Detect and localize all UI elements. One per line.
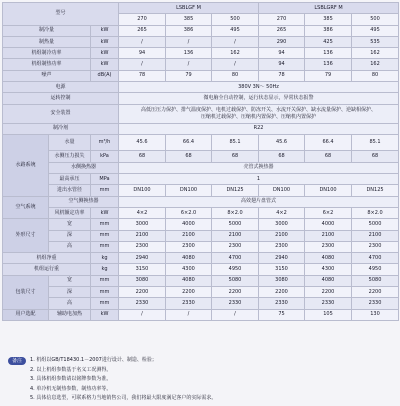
note-item	[8, 375, 396, 385]
air-exchanger-value: 高效翅片盘管式	[119, 196, 399, 207]
table-cell: /	[119, 36, 166, 47]
table-cell: 66.4	[305, 134, 352, 151]
table-cell: 80	[212, 70, 259, 81]
table-cell: 4700	[352, 253, 399, 264]
table-cell: 8×2.0	[212, 207, 259, 218]
table-cell: 2330	[166, 298, 212, 309]
table-cell: 4300	[305, 264, 352, 275]
table-cell: 2100	[352, 230, 399, 241]
table-cell: 4080	[305, 253, 352, 264]
table-cell: 2300	[305, 241, 352, 252]
table-cell: 290	[259, 36, 305, 47]
table-cell: /	[119, 59, 166, 70]
table-cell: 94	[259, 48, 305, 59]
table-cell: 78	[119, 70, 166, 81]
table-cell: 495	[212, 25, 259, 36]
table-cell: 3080	[119, 275, 166, 286]
table-cell: 85.1	[212, 134, 259, 151]
table-cell: 4080	[166, 253, 212, 264]
row-unit: mm	[91, 185, 119, 196]
note-item	[8, 385, 396, 395]
table-cell: 75	[259, 309, 305, 320]
row-unit: MPa	[91, 174, 119, 185]
table-cell: 2100	[259, 230, 305, 241]
table-cell: 265	[259, 25, 305, 36]
table-cell: 162	[352, 59, 399, 70]
table-cell: 3150	[259, 264, 305, 275]
row-unit: mm	[91, 241, 119, 252]
row-label: 制冷量	[3, 25, 91, 36]
table-cell: 6×2.0	[166, 207, 212, 218]
table-cell: 105	[305, 309, 352, 320]
table-cell: 4080	[305, 275, 352, 286]
table-cell: 386	[305, 25, 352, 36]
table-cell: /	[166, 36, 212, 47]
table-cell: 136	[305, 59, 352, 70]
table-cell: 2300	[166, 241, 212, 252]
table-cell: 136	[305, 48, 352, 59]
row-label: 运转控制	[3, 93, 119, 104]
model-number: 385	[166, 14, 212, 25]
table-cell: 79	[305, 70, 352, 81]
table-cell: 162	[352, 48, 399, 59]
table-cell: 130	[352, 309, 399, 320]
table-cell: 2330	[212, 298, 259, 309]
model-number: 500	[212, 14, 259, 25]
table-row	[3, 253, 399, 264]
header-series-row	[3, 3, 399, 14]
row-label: 宽	[49, 219, 91, 230]
table-cell: 68	[259, 151, 305, 162]
table-row	[3, 36, 399, 47]
table-cell: 162	[212, 48, 259, 59]
table-cell: /	[166, 59, 212, 70]
notes-badge: 备注	[8, 357, 26, 365]
table-cell: 2330	[119, 298, 166, 309]
safety-value	[119, 104, 399, 123]
table-row	[3, 230, 399, 241]
row-unit: kW	[91, 36, 119, 47]
table-row	[3, 174, 399, 185]
table-cell: 4700	[212, 253, 259, 264]
model-number: 270	[259, 14, 305, 25]
table-cell: 85.1	[352, 134, 399, 151]
row-label: 高	[49, 298, 91, 309]
series-heat-pump: LSBLGRF M	[259, 3, 399, 14]
table-cell: 45.6	[119, 134, 166, 151]
table-cell: 3150	[119, 264, 166, 275]
group-label: 水路系统	[3, 134, 49, 196]
table-cell: 425	[305, 36, 352, 47]
table-cell: 2330	[305, 298, 352, 309]
table-row	[3, 59, 399, 70]
water-exchanger-value: 壳管式换热器	[119, 162, 399, 173]
row-label: 噪声	[3, 70, 91, 81]
table-row	[3, 287, 399, 298]
row-label: 机组运行重	[3, 264, 91, 275]
table-cell: 5000	[352, 219, 399, 230]
group-label: 用户选配	[3, 309, 49, 320]
table-cell: /	[212, 309, 259, 320]
table-cell: 535	[352, 36, 399, 47]
table-cell: 68	[352, 151, 399, 162]
table-cell: 4000	[166, 219, 212, 230]
row-label: 高	[49, 241, 91, 252]
table-cell: 2100	[119, 230, 166, 241]
table-cell: 265	[119, 25, 166, 36]
table-row	[3, 264, 399, 275]
row-label: 机组制冷功率	[3, 48, 91, 59]
table-cell: 94	[119, 48, 166, 59]
row-unit: kPa	[91, 151, 119, 162]
table-row	[3, 123, 399, 134]
table-cell: 79	[166, 70, 212, 81]
table-row	[3, 134, 399, 151]
row-label: 进出水管径	[49, 185, 91, 196]
table-cell: 136	[166, 48, 212, 59]
row-label: 风机额定功率	[49, 207, 91, 218]
table-cell: 2940	[119, 253, 166, 264]
table-cell: 5080	[212, 275, 259, 286]
model-number: 385	[305, 14, 352, 25]
table-cell: 5080	[352, 275, 399, 286]
table-cell: 66.4	[166, 134, 212, 151]
table-row	[3, 93, 399, 104]
model-number: 500	[352, 14, 399, 25]
row-unit: kW	[91, 207, 119, 218]
row-unit: mm	[91, 230, 119, 241]
series-cooling-only: LSBLGF M	[119, 3, 259, 14]
table-cell: 2300	[259, 241, 305, 252]
table-row	[3, 185, 399, 196]
table-cell: /	[119, 309, 166, 320]
note-item	[8, 366, 396, 376]
table-cell: 78	[259, 70, 305, 81]
table-cell: 80	[352, 70, 399, 81]
table-row	[3, 219, 399, 230]
row-label: 深	[49, 230, 91, 241]
max-pressure-value: 1	[119, 174, 399, 185]
row-unit: kW	[91, 25, 119, 36]
table-cell: DN100	[305, 185, 352, 196]
table-cell: 45.6	[259, 134, 305, 151]
table-cell: 4000	[305, 219, 352, 230]
table-row	[3, 196, 399, 207]
table-row	[3, 309, 399, 320]
row-unit: mm	[91, 275, 119, 286]
table-cell: 2100	[212, 230, 259, 241]
row-label: 机组净重	[3, 253, 91, 264]
note-text: 5. 具体信息选型，可联系格力当地销售公司，我们将最大限度满足客户的实际需求。	[30, 395, 217, 402]
table-cell: 3000	[119, 219, 166, 230]
note-text: 2. 以上机组参数基于名义工况测得。	[30, 366, 112, 373]
note-item	[8, 394, 396, 404]
note-item	[8, 356, 396, 366]
table-cell: 2200	[166, 287, 212, 298]
model-label: 型号	[3, 3, 119, 26]
table-row	[3, 25, 399, 36]
table-cell: 495	[352, 25, 399, 36]
group-label: 包装尺寸	[3, 275, 49, 309]
table-cell: /	[166, 309, 212, 320]
table-row	[3, 298, 399, 309]
group-label: 空气系统	[3, 196, 49, 219]
table-cell: 4080	[166, 275, 212, 286]
row-label: 电源	[3, 82, 119, 93]
table-cell: DN100	[119, 185, 166, 196]
table-cell: 68	[166, 151, 212, 162]
table-cell: 2330	[352, 298, 399, 309]
table-row	[3, 275, 399, 286]
power-supply-value: 380V 3N～ 50Hz	[119, 82, 399, 93]
notes-section	[8, 356, 396, 404]
row-label: 水量	[49, 134, 91, 151]
safety-line: 高低压压力保护、排气温度保护、电机过载保护、防冻开关、水流开关保护、缺水流量保护、逆缺相保护、	[141, 106, 377, 113]
table-cell: 8×2.0	[352, 207, 399, 218]
table-row	[3, 82, 399, 93]
table-cell: 4300	[166, 264, 212, 275]
table-cell: DN100	[259, 185, 305, 196]
table-cell: 6×2	[305, 207, 352, 218]
group-label: 外形尺寸	[3, 219, 49, 253]
row-label: 深	[49, 287, 91, 298]
row-label: 水侧换热器	[49, 162, 119, 173]
table-cell: 68	[305, 151, 352, 162]
note-text: 4. 单冷机无制热参数，制热功率等。	[30, 385, 112, 392]
table-cell: 2200	[119, 287, 166, 298]
table-cell: 2200	[259, 287, 305, 298]
table-cell: 3080	[259, 275, 305, 286]
table-row	[3, 48, 399, 59]
table-cell: 2300	[212, 241, 259, 252]
table-cell: 2300	[352, 241, 399, 252]
refrigerant-value: R22	[119, 123, 399, 134]
table-cell: 4×2	[119, 207, 166, 218]
table-cell: 68	[212, 151, 259, 162]
table-cell: 2100	[166, 230, 212, 241]
table-cell: 386	[166, 25, 212, 36]
row-label: 制冷剂	[3, 123, 119, 134]
table-row	[3, 151, 399, 162]
table-cell: /	[212, 59, 259, 70]
table-row	[3, 207, 399, 218]
row-label: 宽	[49, 275, 91, 286]
row-unit: kW	[91, 309, 119, 320]
table-row	[3, 241, 399, 252]
row-unit: mm	[91, 287, 119, 298]
row-label: 辅助电加热	[49, 309, 91, 320]
table-row	[3, 70, 399, 81]
row-unit: m³/h	[91, 134, 119, 151]
table-cell: 68	[119, 151, 166, 162]
row-unit: kW	[91, 59, 119, 70]
table-cell: 4950	[352, 264, 399, 275]
row-unit: kg	[91, 264, 119, 275]
table-cell: 2200	[305, 287, 352, 298]
table-cell: 4950	[212, 264, 259, 275]
spec-table	[2, 2, 399, 321]
row-unit: kW	[91, 48, 119, 59]
table-cell: 2330	[259, 298, 305, 309]
control-value: 微电脑全自动控制，运行状态显示，异常状态报警	[119, 93, 399, 104]
table-row	[3, 104, 399, 123]
table-cell: 3000	[259, 219, 305, 230]
table-cell: 94	[259, 59, 305, 70]
table-cell: 4×2	[259, 207, 305, 218]
table-cell: 2200	[212, 287, 259, 298]
row-unit: mm	[91, 298, 119, 309]
row-label: 安全装置	[3, 104, 119, 123]
table-cell: DN125	[352, 185, 399, 196]
table-cell: 2100	[305, 230, 352, 241]
row-label: 最高承压	[49, 174, 91, 185]
safety-line: 压缩机过载保护、压缩机内置保护、压缩机内置保护	[201, 113, 317, 120]
row-label: 制热量	[3, 36, 91, 47]
note-text: 3. 具体机组参数请以铭牌参数为准。	[30, 376, 112, 383]
table-cell: DN125	[212, 185, 259, 196]
row-label: 水侧压力损失	[49, 151, 91, 162]
row-unit: dB(A)	[91, 70, 119, 81]
table-cell: 2300	[119, 241, 166, 252]
row-label: 机组制热功率	[3, 59, 91, 70]
table-cell: 2940	[259, 253, 305, 264]
table-cell: /	[212, 36, 259, 47]
note-text: 1. 机组以GB/T18430.1－2007进行设计、制造、检验；	[30, 357, 157, 363]
table-cell: 2200	[352, 287, 399, 298]
row-unit: mm	[91, 219, 119, 230]
table-cell: 5000	[212, 219, 259, 230]
model-number: 270	[119, 14, 166, 25]
row-unit: kg	[91, 253, 119, 264]
table-row	[3, 162, 399, 173]
table-cell: DN100	[166, 185, 212, 196]
row-label: 空气侧换热器	[49, 196, 119, 207]
